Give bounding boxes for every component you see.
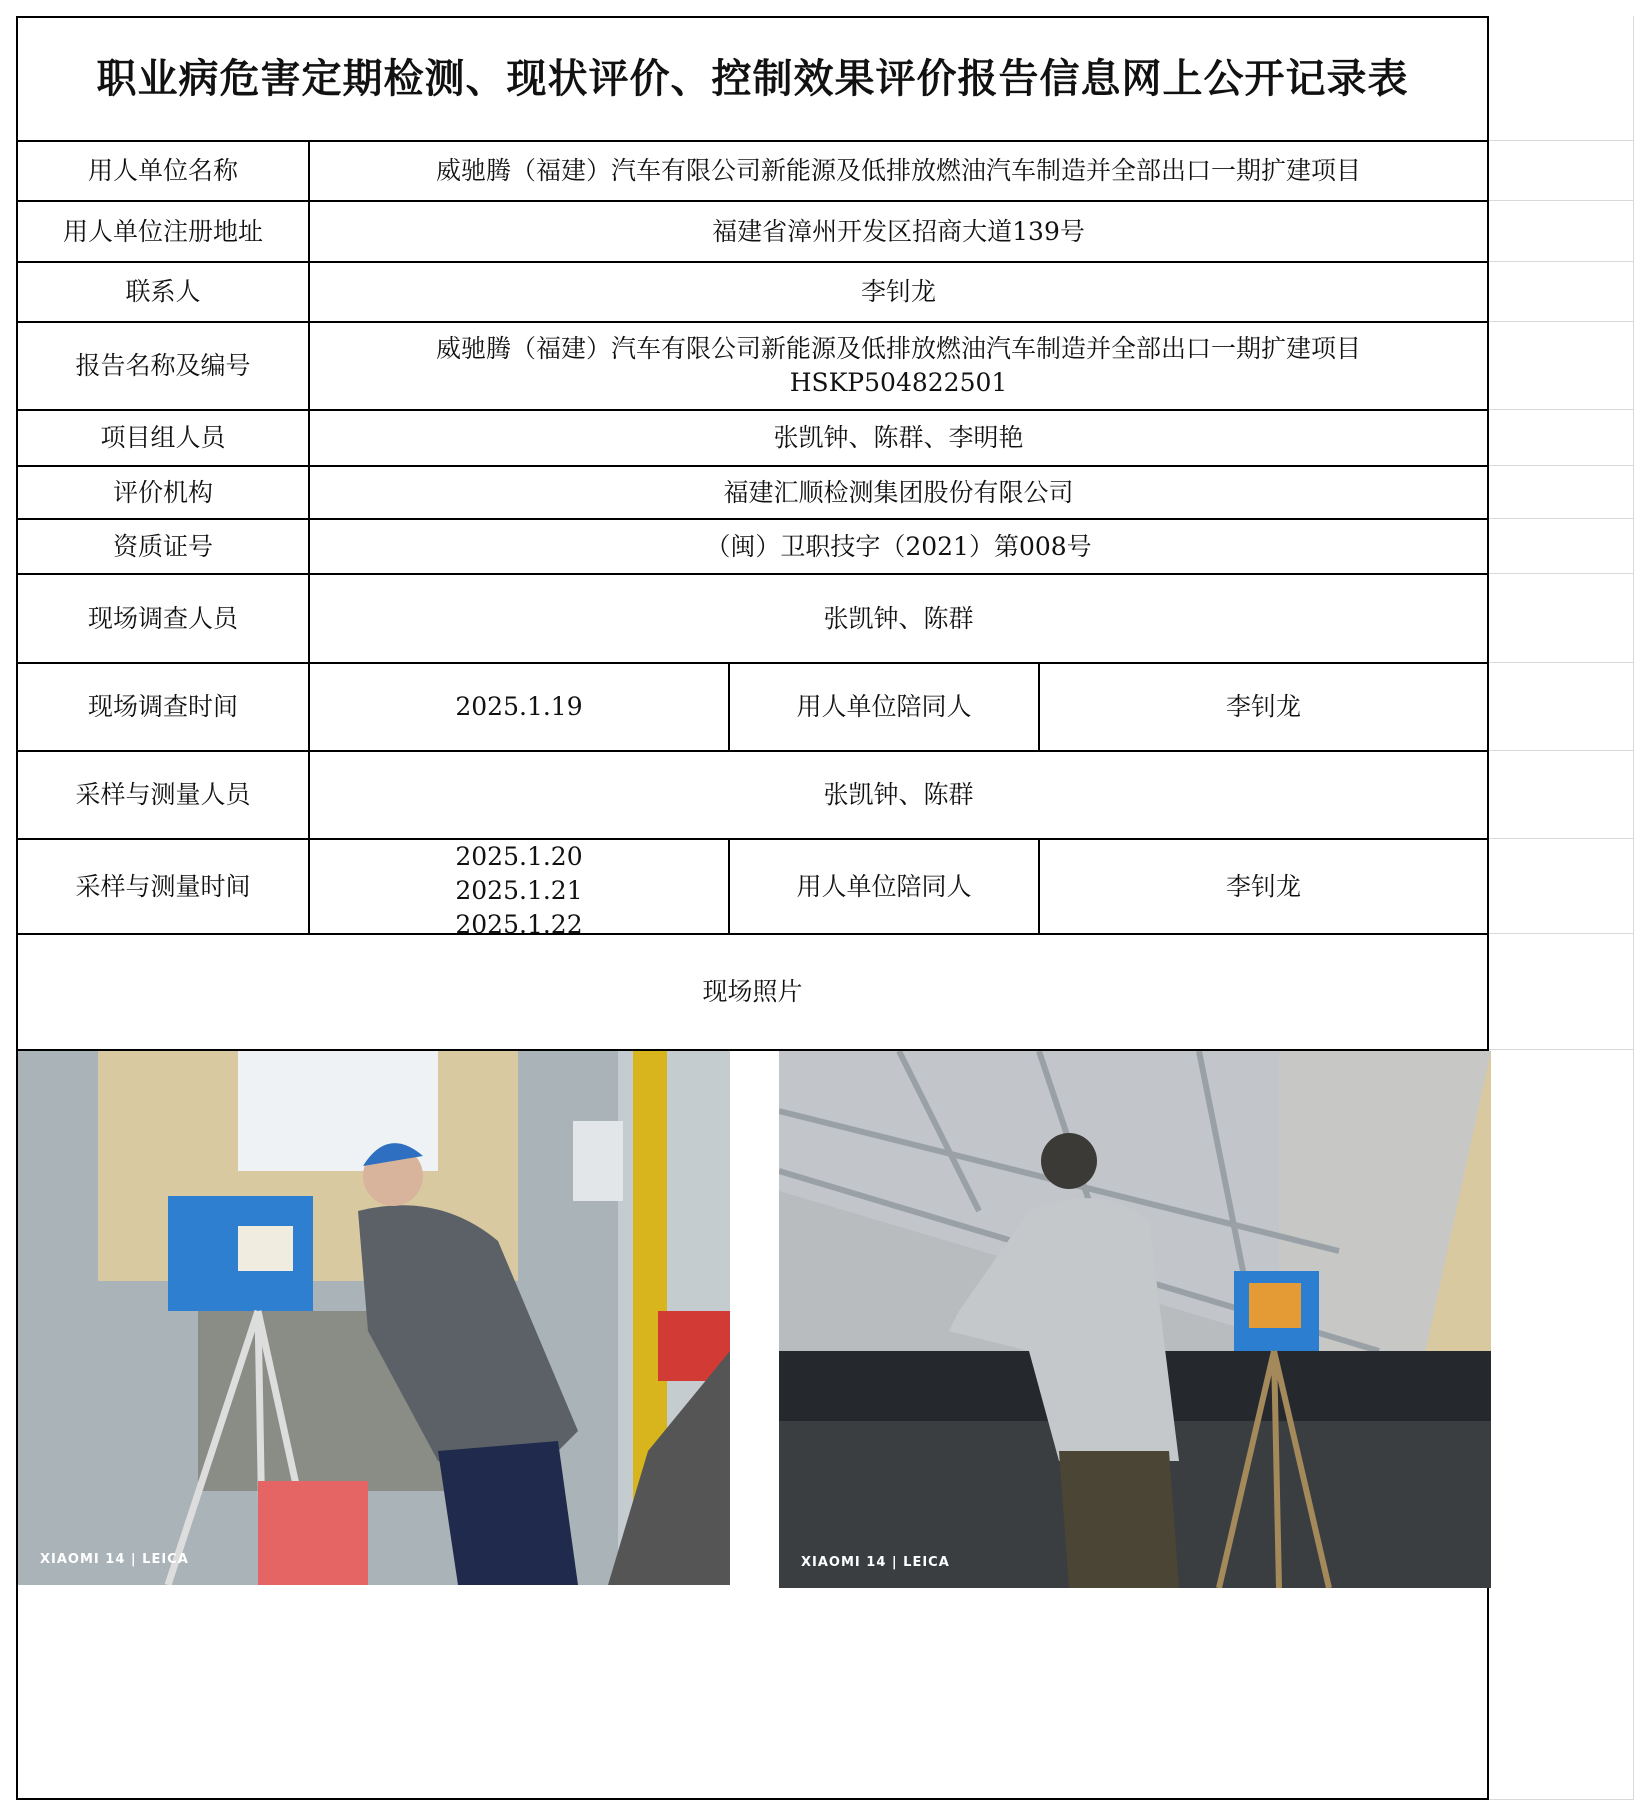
label: 联系人 [18, 263, 310, 321]
companion-label: 用人单位陪同人 [730, 840, 1040, 933]
dates [310, 840, 730, 933]
value: 李钊龙 [860, 277, 936, 306]
gridline [1489, 409, 1634, 410]
gridline [1489, 933, 1634, 934]
record-table [16, 16, 1489, 1800]
row-survey-staff [18, 575, 1487, 664]
value: 福建汇顺检测集团股份有限公司 [723, 477, 1074, 507]
label: 用人单位注册地址 [18, 202, 310, 261]
label: 资质证号 [18, 520, 310, 573]
label: 采样与测量人员 [18, 752, 310, 838]
row-team [18, 411, 1487, 467]
value: 张凯钟、陈群 [823, 603, 974, 633]
row-agency [18, 467, 1487, 520]
gridline [1489, 321, 1634, 322]
row-employer-address [18, 202, 1487, 263]
date: 2025.1.20 [455, 842, 583, 871]
row-survey-time [18, 664, 1487, 752]
gridline [1489, 200, 1634, 201]
photos-label: 现场照片 [702, 977, 803, 1006]
gridline [1489, 750, 1634, 751]
title-row [18, 18, 1487, 142]
gridline [1489, 1799, 1634, 1800]
value: 2025.1.19 [310, 664, 730, 750]
gridline-right [1633, 16, 1634, 1800]
row-employer-name [18, 142, 1487, 202]
report-number: HSKP504822501 [789, 368, 1008, 397]
companion: 李钊龙 [1225, 692, 1301, 721]
gridline [1489, 261, 1634, 262]
label: 现场调查时间 [18, 664, 310, 750]
label: 项目组人员 [18, 411, 310, 465]
gridline [1489, 140, 1634, 141]
value: 福建省漳州开发区招商大道139号 [712, 216, 1085, 246]
value: （闽）卫职技字（2021）第008号 [705, 531, 1092, 561]
value: 张凯钟、陈群 [823, 780, 974, 809]
watermark: XIAOMI 14 | LEICA [40, 1552, 189, 1567]
gridline [1489, 1049, 1634, 1050]
label: 采样与测量时间 [18, 840, 310, 933]
page-title: 职业病危害定期检测、现状评价、控制效果评价报告信息网上公开记录表 [96, 55, 1409, 102]
site-photo-1 [18, 1051, 730, 1585]
report-name: 威驰腾（福建）汽车有限公司新能源及低排放燃油汽车制造并全部出口一期扩建项目 [435, 334, 1361, 363]
row-report [18, 323, 1487, 411]
date: 2025.1.21 [455, 876, 583, 905]
row-sampling-staff [18, 752, 1487, 840]
gridline [1489, 573, 1634, 574]
row-sampling-time [18, 840, 1487, 935]
gridline [1489, 465, 1634, 466]
value: 威驰腾（福建）汽车有限公司新能源及低排放燃油汽车制造并全部出口一期扩建项目 [435, 156, 1361, 185]
site-photo-2 [779, 1051, 1491, 1588]
row-cert [18, 520, 1487, 575]
label: 现场调查人员 [18, 575, 310, 662]
date: 2025.1.22 [455, 910, 583, 933]
label: 用人单位名称 [18, 142, 310, 200]
gridline [1489, 662, 1634, 663]
label: 评价机构 [18, 467, 310, 518]
gridline [1489, 838, 1634, 839]
row-contact [18, 263, 1487, 323]
label: 报告名称及编号 [18, 323, 310, 409]
companion: 李钊龙 [1225, 871, 1301, 901]
watermark: XIAOMI 14 | LEICA [801, 1555, 950, 1570]
gridline [1489, 518, 1634, 519]
row-photos-header [18, 935, 1487, 1051]
companion-label: 用人单位陪同人 [730, 664, 1040, 750]
value: 张凯钟、陈群、李明艳 [773, 423, 1024, 452]
value [310, 323, 1487, 409]
